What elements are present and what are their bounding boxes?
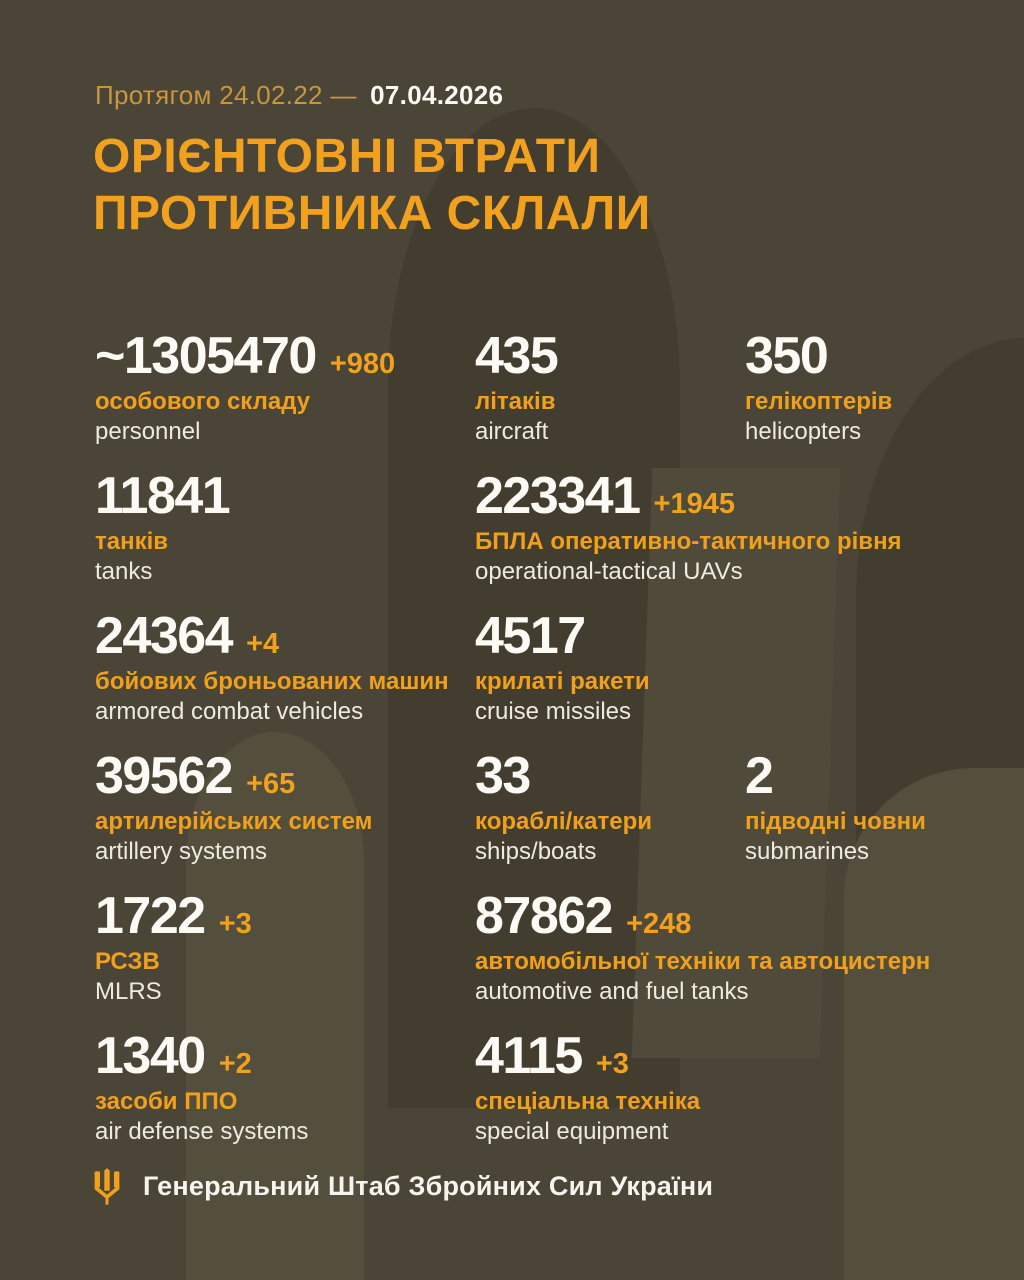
stat-value: 24364 <box>95 607 233 665</box>
stat-label-en: automotive and fuel tanks <box>475 977 749 1005</box>
page-title-line2: ПРОТИВНИКА СКЛАЛИ <box>93 187 651 241</box>
stat-value-row <box>475 1027 984 1085</box>
page-title <box>93 128 651 242</box>
stat-block <box>745 738 984 878</box>
stat-value-row <box>475 747 745 805</box>
stat-label-uk: спеціальна техніка <box>475 1088 701 1115</box>
stat-value: 223341 <box>475 467 640 525</box>
stat-block <box>475 318 745 458</box>
stat-label-uk: засоби ППО <box>95 1088 238 1115</box>
stat-block <box>475 458 984 598</box>
stat-block <box>475 1018 984 1158</box>
stat-value-row <box>745 327 984 385</box>
stat-block <box>95 598 475 738</box>
stat-value: 1340 <box>95 1027 205 1085</box>
stat-label-uk: БПЛА оперативно-тактичного рівня <box>475 528 902 555</box>
stat-label-uk: крилаті ракети <box>475 668 650 695</box>
stat-label-uk: автомобільної техніки та автоцистерн <box>475 948 931 975</box>
stat-label-en: submarines <box>745 837 870 865</box>
stat-block <box>95 878 475 1018</box>
stat-label-en: special equipment <box>475 1117 669 1145</box>
footer-org: Генеральний Штаб Збройних Сил України <box>143 1171 714 1201</box>
period-line <box>95 80 503 111</box>
stat-label-uk: особового складу <box>95 388 311 415</box>
stat-block <box>95 1018 475 1158</box>
stat-label-en: tanks <box>95 557 153 585</box>
stat-label-en: artillery systems <box>95 837 268 865</box>
stat-delta: +1945 <box>653 488 735 520</box>
stat-value: 87862 <box>475 887 613 945</box>
stat-value: 435 <box>475 327 558 385</box>
stat-label-en: cruise missiles <box>475 697 632 725</box>
stat-label-uk: літаків <box>475 388 556 415</box>
stat-value-row <box>95 1027 475 1085</box>
stat-delta: +3 <box>595 1048 629 1080</box>
stat-label-uk: артилерійських систем <box>95 808 373 835</box>
stat-block <box>95 458 475 598</box>
stat-label-en: air defense systems <box>95 1117 309 1145</box>
stat-delta: +980 <box>329 348 396 380</box>
stat-label-en: MLRS <box>95 977 162 1005</box>
stat-label-en: helicopters <box>745 417 862 445</box>
stat-value-row <box>95 887 475 945</box>
stat-value-row <box>475 327 745 385</box>
stat-value: 350 <box>745 327 828 385</box>
stat-block <box>745 318 984 458</box>
stat-value-row <box>95 607 475 665</box>
stat-label-uk: гелікоптерів <box>745 388 893 415</box>
footer <box>93 1168 713 1205</box>
stat-block <box>95 738 475 878</box>
page-title-line1: ОРІЄНТОВНІ ВТРАТИ <box>93 130 601 183</box>
stat-delta: +65 <box>246 768 296 800</box>
stat-value: 1722 <box>95 887 205 945</box>
stat-delta: +248 <box>626 908 692 940</box>
stat-label-uk: підводні човни <box>745 808 926 835</box>
period-label: Протягом 24.02.22 — <box>95 80 357 110</box>
stat-value: 11841 <box>95 467 230 525</box>
stat-value-row <box>745 747 984 805</box>
stat-value-row <box>95 467 475 525</box>
stat-value: 4115 <box>475 1027 582 1085</box>
stat-block <box>475 878 984 1018</box>
stat-value-row <box>95 747 475 805</box>
stat-label-en: aircraft <box>475 417 549 445</box>
stat-value: ~1305470 <box>95 327 316 385</box>
trident-icon <box>93 1168 121 1205</box>
stat-block <box>475 598 984 738</box>
stat-label-uk: РСЗВ <box>95 948 160 975</box>
report-date: 07.04.2026 <box>370 80 504 110</box>
stat-delta: +2 <box>218 1048 252 1080</box>
stat-label-uk: бойових броньованих машин <box>95 668 449 695</box>
stat-label-en: ships/boats <box>475 837 597 865</box>
stat-label-uk: кораблі/катери <box>475 808 653 835</box>
stat-label-en: armored combat vehicles <box>95 697 364 725</box>
stat-block <box>475 738 745 878</box>
stat-value-row <box>475 607 984 665</box>
stat-label-en: personnel <box>95 417 201 445</box>
stat-value: 39562 <box>95 747 233 805</box>
stat-value: 4517 <box>475 607 585 665</box>
stat-value-row <box>475 887 984 945</box>
stat-label-uk: танків <box>95 528 169 555</box>
stat-label-en: operational-tactical UAVs <box>475 557 743 585</box>
stat-value: 33 <box>475 747 530 805</box>
stat-value-row <box>95 327 475 385</box>
stat-delta: +3 <box>218 908 252 940</box>
stats-grid <box>95 318 984 1158</box>
stat-delta: +4 <box>246 628 280 660</box>
stat-value-row <box>475 467 984 525</box>
stat-block <box>95 318 475 458</box>
stat-value: 2 <box>745 747 773 805</box>
